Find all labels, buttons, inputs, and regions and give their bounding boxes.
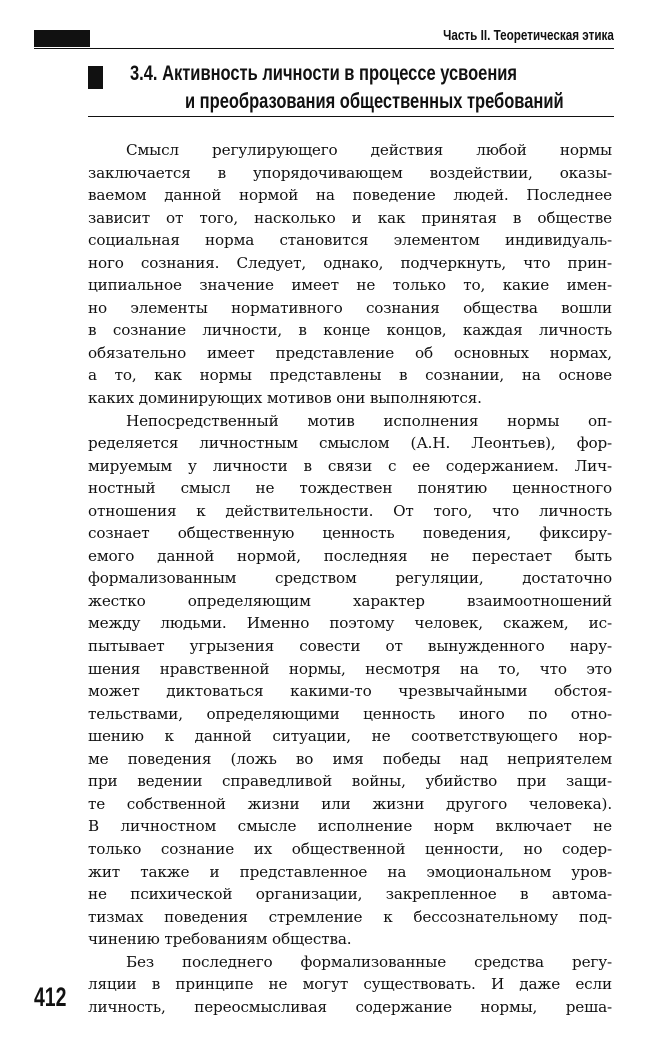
text-line: ределяется личностным смыслом (А.Н. Леонтьев), фор- <box>88 434 612 453</box>
text-line: не психической организации, закрепленное в автома- <box>88 885 612 904</box>
text-line: каких доминирующих мотивов они выполняются. <box>88 389 482 408</box>
text-line: отношения к действительности. От того, что личность <box>88 501 612 520</box>
running-header: Часть II. Теоретическая этика <box>443 27 614 44</box>
text-line: тизмах поведения стремление к бессознательному под- <box>88 907 612 926</box>
section-title <box>130 60 601 116</box>
text-line: но элементы нормативного сознания общества вошли <box>88 298 612 317</box>
text-line: при ведении справедливой войны, убийство при защи- <box>88 772 612 791</box>
text-line: может диктоваться какими-то чрезвычайными обстоя- <box>88 682 612 701</box>
text-line: ваемом данной нормой на поведение людей. Последнее <box>88 186 612 205</box>
header-bar <box>34 30 90 47</box>
section-marker <box>88 66 103 89</box>
text-line: жестко определяющим характер взаимоотношений <box>88 591 612 610</box>
text-line: шению к данной ситуации, не соответствующего нор- <box>88 727 612 746</box>
text-line: емого данной нормой, последняя не перестает быть <box>88 546 612 565</box>
text-line: Без последнего формализованные средства регу- <box>126 952 612 971</box>
text-line: а то, как нормы представлены в сознании, на основе <box>88 366 612 385</box>
section-title-line-2: и преобразования общественных требований <box>184 90 564 113</box>
text-line: ме поведения (ложь во имя победы над неприятелем <box>88 749 612 768</box>
text-line: только сознание их общественной ценности, но содер- <box>88 839 612 858</box>
text-line: социальная норма становится элементом индивидуаль- <box>88 231 612 250</box>
section-title-line-1: 3.4. Активность личности в процессе усвоения <box>130 62 518 85</box>
body-text <box>88 139 612 1018</box>
text-line: Непосредственный мотив исполнения нормы оп- <box>126 411 612 430</box>
text-line: заключается в упорядочивающем воздействии, оказы- <box>88 163 612 182</box>
text-line: мируемым у личности в связи с ее содержанием. Лич- <box>88 456 612 475</box>
text-line: тельствами, определяющими ценность иного по отно- <box>88 704 612 723</box>
text-line: сознает общественную ценность поведения, фиксиру- <box>88 524 612 543</box>
text-line: В личностном смысле исполнение норм включает не <box>88 817 612 836</box>
text-line: между людьми. Именно поэтому человек, скажем, ис- <box>88 614 612 633</box>
text-line: те собственной жизни или жизни другого человека). <box>88 794 612 813</box>
text-line: формализованным средством регуляции, достаточно <box>88 569 612 588</box>
text-line: личность, переосмысливая содержание нормы, реша- <box>88 997 612 1016</box>
text-line: Смысл регулирующего действия любой нормы <box>126 141 612 159</box>
text-line: шения нравственной нормы, несмотря на то, что это <box>88 659 612 678</box>
header-rule <box>34 48 614 49</box>
title-rule <box>88 116 614 117</box>
text-line: чинению требованиям общества. <box>88 930 352 949</box>
text-line: пытывает угрызения совести от вынужденного нару- <box>88 637 612 656</box>
text-line: зависит от того, насколько и как принятая в обществе <box>88 208 612 227</box>
text-line: ципиальное значение имеет не только то, какие имен- <box>88 276 612 295</box>
text-line: ностный смысл не тождествен понятию ценностного <box>88 479 612 498</box>
text-line: обязательно имеет представление об основных нормах, <box>88 343 612 362</box>
text-line: жит также и представленное на эмоциональном уров- <box>88 862 612 881</box>
text-line: в сознание личности, в конце концов, каждая личность <box>88 321 612 340</box>
text-line: ляции в принципе не могут существовать. И даже если <box>88 975 612 994</box>
page-number: 412 <box>34 982 67 1012</box>
text-line: ного сознания. Следует, однако, подчеркнуть, что прин- <box>88 253 612 272</box>
